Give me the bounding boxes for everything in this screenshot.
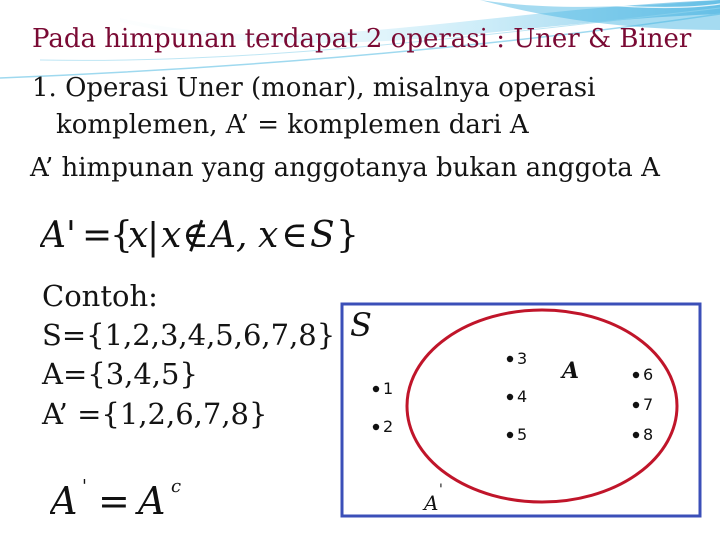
slide-title: Pada himpunan terdapat 2 operasi : Uner & Biner <box>32 24 692 54</box>
venn-point-dot <box>633 372 639 378</box>
example-set-s: S={1,2,3,4,5,6,7,8} <box>42 318 336 352</box>
formula2-rhs-sup: c <box>171 476 182 497</box>
complement-label: A <box>424 491 439 515</box>
complement-label-group <box>422 482 443 515</box>
venn-point-dot <box>373 386 379 392</box>
formula-lhs: A' <box>40 215 76 256</box>
formula2-rhs: A <box>138 479 166 523</box>
formula2-lhs-sup: ' <box>82 476 87 497</box>
example-complement: A’ ={1,2,6,7,8} <box>42 397 268 431</box>
formula-equals: = <box>82 215 113 256</box>
formula-set-a: A, <box>210 215 248 256</box>
venn-point-label: 1 <box>383 379 394 398</box>
formula-var-x: x <box>128 215 149 256</box>
set-a-label: A <box>562 358 580 384</box>
complement-label-sup: ' <box>439 482 443 498</box>
formula-bar: | <box>147 217 160 258</box>
bullet-1-line-2: komplemen, A’ = komplemen dari A <box>56 110 529 140</box>
venn-point-label: 6 <box>643 365 654 384</box>
venn-point-dot <box>507 356 513 362</box>
venn-point-label: 8 <box>643 425 654 444</box>
formula2-lhs: A <box>50 479 78 523</box>
formula-open-brace: { <box>110 215 133 256</box>
venn-point-dot <box>633 432 639 438</box>
formula-not-in: ∉ <box>182 215 209 256</box>
venn-point-label: 4 <box>517 387 528 406</box>
venn-point-label: 7 <box>643 395 654 414</box>
complement-definition-formula <box>40 211 360 259</box>
venn-point-label: 5 <box>517 425 528 444</box>
venn-point-dot <box>373 424 379 430</box>
example-set-a: A={3,4,5} <box>42 357 198 391</box>
formula-set-s: S <box>310 215 335 256</box>
formula-close-brace: } <box>336 215 359 256</box>
formula-var-x-3: x <box>258 215 279 256</box>
universe-label: S <box>350 306 372 344</box>
bullet-2: A’ himpunan yang anggotanya bukan anggota A <box>30 153 660 183</box>
formula2-equals: = <box>98 479 130 523</box>
venn-point-dot <box>507 432 513 438</box>
example-heading: Contoh: <box>42 279 158 313</box>
formula-var-x-2: x <box>161 215 182 256</box>
bullet-1-line-1: 1. Operasi Uner (monar), misalnya operasi <box>32 73 596 103</box>
complement-notation-formula <box>50 476 190 526</box>
venn-point-label: 3 <box>517 349 528 368</box>
venn-point-dot <box>507 394 513 400</box>
venn-point-dot <box>633 402 639 408</box>
formula-in: ∈ <box>281 215 308 256</box>
venn-diagram <box>340 302 702 518</box>
venn-point-label: 2 <box>383 417 394 436</box>
